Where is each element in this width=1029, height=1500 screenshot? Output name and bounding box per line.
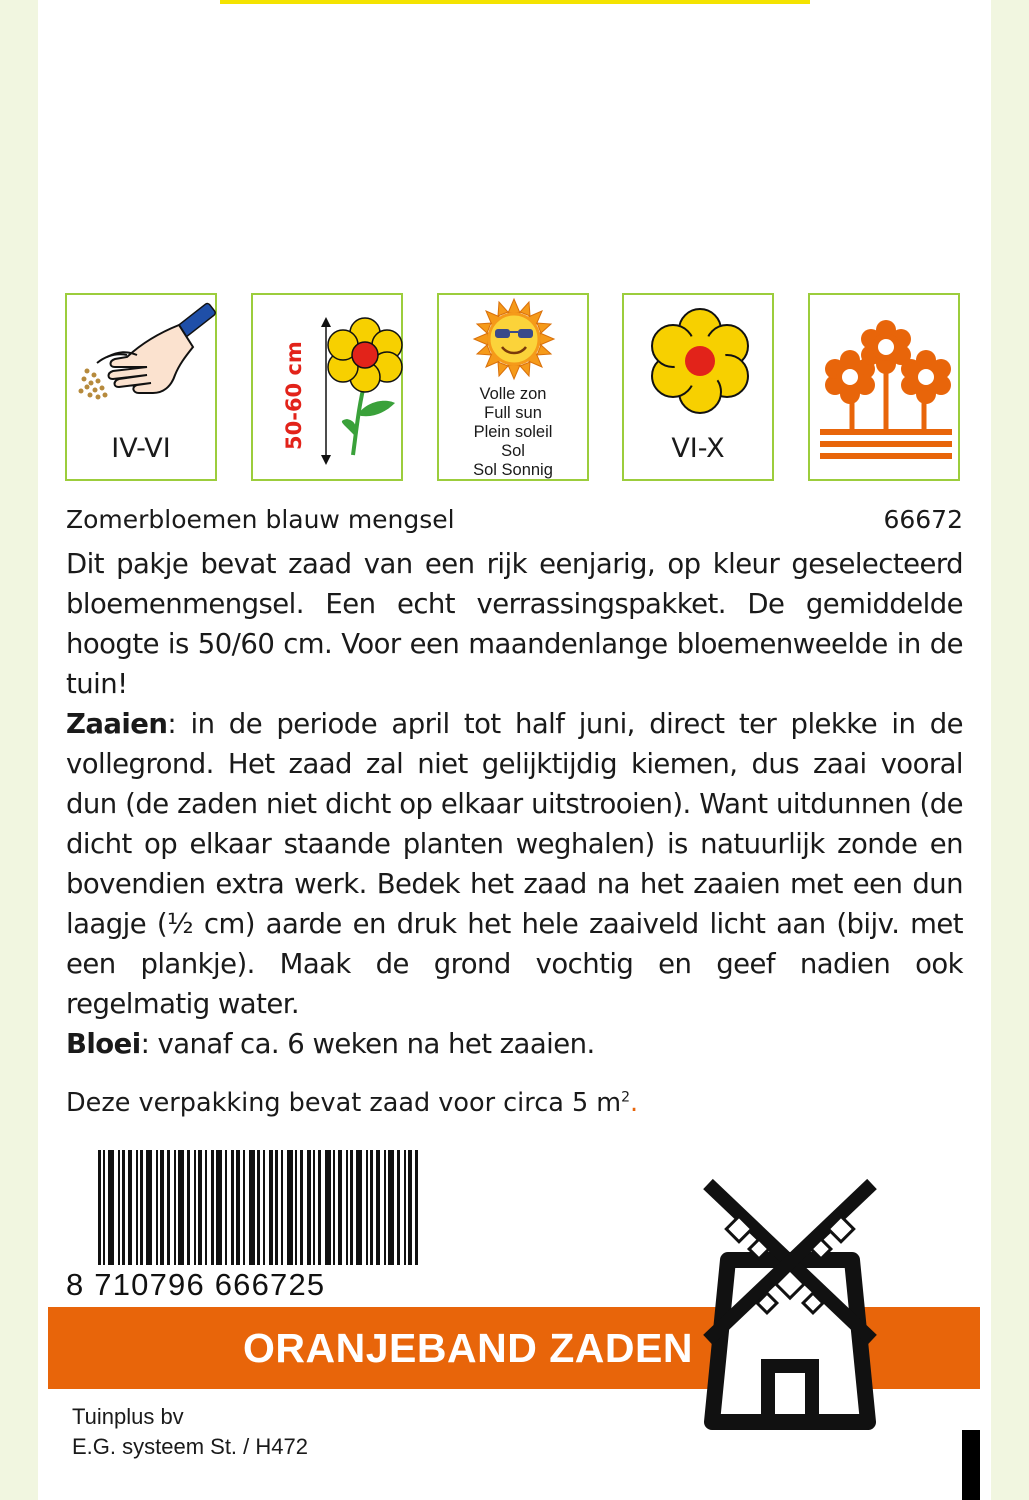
sowing-period-label: IV-VI: [111, 433, 171, 464]
footer: [72, 1402, 308, 1462]
barcode-bar: [205, 1150, 207, 1265]
product-name: Zomerbloemen blauw mengsel: [66, 505, 455, 534]
top-color-strip: [220, 0, 810, 4]
brand-name: ORANJEBAND ZADEN: [243, 1325, 693, 1371]
sun-label-fr: Plein soleil: [473, 423, 553, 441]
barcode-bar: [300, 1150, 303, 1265]
barcode-bar: [318, 1150, 321, 1265]
sun-label-es: Sol: [501, 442, 525, 460]
barcode-bar: [108, 1150, 114, 1265]
windmill-icon: [690, 1170, 890, 1450]
barcode-bars: [48, 1150, 418, 1270]
barcode-bar: [136, 1150, 138, 1265]
sowing-heading: Zaaien: [66, 708, 168, 740]
barcode-bar: [257, 1150, 260, 1265]
sun-label-nl: Volle zon: [479, 385, 547, 403]
sun-label-en: Full sun: [484, 404, 542, 422]
product-description: Dit pakje bevat zaad van een rijk eenjarig, op kleur geselecteerd bloemenmengsel. Een echt verrassingspakket. De gemiddelde hoogte is 50/60 cm. Voor een maandenlange bloemenweelde in de tuin!: [66, 548, 963, 700]
footer-company: Tuinplus bv: [72, 1404, 184, 1429]
barcode-bar: [128, 1150, 132, 1265]
product-description-block: [66, 544, 963, 1064]
barcode-bar: [307, 1150, 311, 1265]
barcode-bar: [408, 1150, 412, 1265]
barcode-bar: [338, 1150, 342, 1265]
barcode-bar: [216, 1150, 222, 1265]
barcode-bar: [281, 1150, 283, 1265]
sun-label-de: Sol Sonnig: [473, 461, 553, 479]
barcode-bar: [211, 1150, 214, 1265]
barcode-bar: [243, 1150, 245, 1265]
barcode-bar: [156, 1150, 158, 1265]
barcode-bar: [231, 1150, 234, 1265]
barcode-bar: [198, 1150, 202, 1265]
sowing-text: : in de periode april tot half juni, direct ter plekke in de vollegrond. Het zaad zal niet gelijktijdig kiemen, dus zaai vooral dun (de zaden niet dicht op elkaar uitstrooien). Want uitdunnen (de dicht op elkaar staande planten weghalen) is natuurlijk zonde en bovendien extra werk. Bedek het zaad na het zaaien met een dun laagje (½ cm) aarde en druk het hele zaaiveld licht aan (bijv. met een plankje). Maak de grond vochtig en geef nadien ook regelmatig water.: [66, 708, 963, 1020]
flower-bed-box: [808, 293, 960, 481]
bloom-heading: Bloei: [66, 1028, 141, 1060]
sowing-period-box: [65, 293, 217, 481]
barcode-bar: [346, 1150, 348, 1265]
barcode-bar: [236, 1150, 240, 1265]
barcode-bar: [263, 1150, 265, 1265]
barcode-bar: [178, 1150, 184, 1265]
flower-bed-icon: [810, 295, 962, 483]
barcode-bar: [397, 1150, 400, 1265]
barcode-bar: [122, 1150, 125, 1265]
hand-sowing-icon: [67, 295, 219, 435]
flowering-period-label: VI-X: [671, 433, 725, 464]
product-code: 66672: [883, 505, 963, 534]
barcode-bar: [118, 1150, 120, 1265]
barcode-bar: [370, 1150, 373, 1265]
barcode-number: 8 710796 666725: [66, 1267, 326, 1302]
barcode-bar: [313, 1150, 315, 1265]
barcode-bar: [167, 1150, 170, 1265]
barcode: [48, 1150, 418, 1305]
bloom-info: [66, 1024, 963, 1064]
plant-height-label: 50-60 cm: [282, 341, 306, 450]
plant-height-box: [251, 293, 403, 481]
barcode-bar: [366, 1150, 368, 1265]
barcode-bar: [160, 1150, 164, 1265]
footer-standard: E.G. systeem St. / H472: [72, 1434, 308, 1459]
barcode-bar: [225, 1150, 227, 1265]
barcode-bar: [356, 1150, 362, 1265]
barcode-bar: [404, 1150, 406, 1265]
coverage-unit-exponent: 2: [621, 1089, 631, 1106]
barcode-bar: [103, 1150, 105, 1265]
flower-icon: [624, 295, 776, 435]
product-title-row: [66, 505, 963, 534]
barcode-bar: [325, 1150, 331, 1265]
barcode-bar: [350, 1150, 353, 1265]
barcode-bar: [415, 1150, 418, 1265]
barcode-bar: [287, 1150, 293, 1265]
sun-exposure-box: [437, 293, 589, 481]
barcode-bar: [98, 1150, 101, 1265]
barcode-bar: [295, 1150, 297, 1265]
barcode-bar: [388, 1150, 394, 1265]
barcode-bar: [376, 1150, 380, 1265]
barcode-bar: [140, 1150, 143, 1265]
bloom-text: : vanaf ca. 6 weken na het zaaien.: [140, 1028, 595, 1060]
full-sun-icon: [439, 295, 591, 385]
barcode-bar: [146, 1150, 152, 1265]
barcode-bar: [275, 1150, 278, 1265]
barcode-bar: [187, 1150, 190, 1265]
print-cut-mark: [962, 1430, 980, 1500]
coverage-note: [66, 1088, 638, 1118]
barcode-bar: [333, 1150, 335, 1265]
flowering-period-box: [622, 293, 774, 481]
barcode-bar: [194, 1150, 196, 1265]
barcode-bar: [269, 1150, 273, 1265]
coverage-text: Deze verpakking bevat zaad voor circa 5 m: [66, 1088, 622, 1118]
barcode-bar: [249, 1150, 255, 1265]
barcode-bar: [174, 1150, 176, 1265]
plant-height-icon: [253, 295, 405, 483]
coverage-period: .: [630, 1088, 639, 1118]
sun-exposure-text: [439, 385, 587, 480]
sowing-instructions: [66, 704, 963, 1024]
barcode-bar: [384, 1150, 386, 1265]
